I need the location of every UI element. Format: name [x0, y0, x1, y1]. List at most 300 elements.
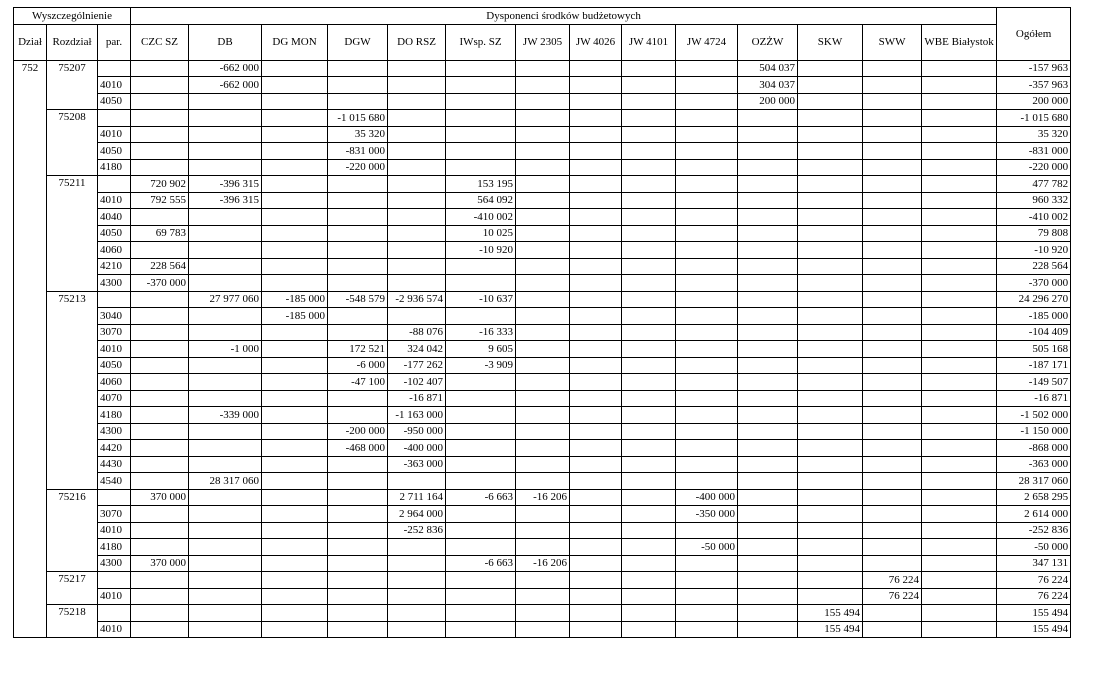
cell-value — [131, 77, 189, 94]
cell-value — [863, 374, 922, 391]
cell-total: 79 808 — [997, 225, 1071, 242]
cell-value — [262, 209, 328, 226]
cell-value — [570, 275, 622, 292]
table-row — [14, 60, 1071, 77]
cell-dzial — [14, 258, 47, 275]
cell-value — [798, 291, 863, 308]
cell-value — [798, 192, 863, 209]
cell-rozdzial — [47, 473, 98, 490]
cell-value — [328, 506, 388, 523]
cell-par — [98, 572, 131, 589]
cell-rozdzial — [47, 242, 98, 259]
cell-value — [131, 324, 189, 341]
cell-value: -350 000 — [676, 506, 738, 523]
cell-value — [863, 60, 922, 77]
table-row — [14, 308, 1071, 325]
cell-value — [922, 572, 997, 589]
cell-value: -88 076 — [388, 324, 446, 341]
cell-value — [262, 110, 328, 127]
cell-value — [189, 390, 262, 407]
cell-value — [446, 258, 516, 275]
cell-value — [738, 209, 798, 226]
cell-dzial — [14, 374, 47, 391]
table-row — [14, 176, 1071, 193]
cell-value — [262, 176, 328, 193]
cell-value — [446, 143, 516, 160]
cell-dzial: 752 — [14, 60, 47, 77]
cell-value: -220 000 — [328, 159, 388, 176]
cell-value — [570, 555, 622, 572]
cell-value — [328, 390, 388, 407]
cell-value — [738, 555, 798, 572]
cell-rozdzial: 75213 — [47, 291, 98, 308]
cell-value — [328, 407, 388, 424]
cell-value — [262, 539, 328, 556]
cell-value — [446, 308, 516, 325]
cell-value — [388, 60, 446, 77]
cell-value — [328, 176, 388, 193]
cell-par: 4180 — [98, 539, 131, 556]
cell-value: 9 605 — [446, 341, 516, 358]
cell-value — [738, 176, 798, 193]
cell-value — [516, 572, 570, 589]
cell-value: 10 025 — [446, 225, 516, 242]
cell-value: -16 333 — [446, 324, 516, 341]
cell-value — [798, 176, 863, 193]
cell-value — [922, 308, 997, 325]
cell-rozdzial — [47, 159, 98, 176]
cell-value: 27 977 060 — [189, 291, 262, 308]
table-row — [14, 209, 1071, 226]
cell-value — [516, 357, 570, 374]
cell-total: 228 564 — [997, 258, 1071, 275]
cell-value — [676, 308, 738, 325]
cell-value — [570, 258, 622, 275]
cell-value: -6 663 — [446, 489, 516, 506]
cell-par: 4010 — [98, 522, 131, 539]
table-row — [14, 143, 1071, 160]
cell-par: 4180 — [98, 159, 131, 176]
budget-table — [13, 7, 1071, 638]
table-row — [14, 407, 1071, 424]
cell-value — [388, 588, 446, 605]
cell-value — [446, 159, 516, 176]
cell-value — [676, 126, 738, 143]
cell-value — [676, 159, 738, 176]
cell-value — [328, 473, 388, 490]
cell-value — [516, 440, 570, 457]
cell-dzial — [14, 93, 47, 110]
cell-value — [516, 324, 570, 341]
table-body — [14, 60, 1071, 638]
cell-dzial — [14, 605, 47, 622]
cell-value: 504 037 — [738, 60, 798, 77]
cell-value: 155 494 — [798, 621, 863, 638]
cell-value: -950 000 — [388, 423, 446, 440]
cell-value — [131, 126, 189, 143]
cell-value: -185 000 — [262, 308, 328, 325]
cell-value — [328, 275, 388, 292]
cell-rozdzial — [47, 423, 98, 440]
cell-value — [516, 291, 570, 308]
cell-value — [262, 522, 328, 539]
cell-value — [189, 572, 262, 589]
cell-value — [676, 143, 738, 160]
cell-value — [516, 143, 570, 160]
header-wyszczegolnienie: Wyszczególnienie — [14, 8, 131, 25]
cell-value — [863, 110, 922, 127]
cell-value — [446, 390, 516, 407]
cell-value — [922, 489, 997, 506]
cell-value — [622, 341, 676, 358]
cell-total: -157 963 — [997, 60, 1071, 77]
cell-value — [388, 539, 446, 556]
cell-value — [446, 456, 516, 473]
table-row — [14, 423, 1071, 440]
cell-value — [570, 605, 622, 622]
cell-value: 200 000 — [738, 93, 798, 110]
cell-value — [446, 473, 516, 490]
cell-par: 4300 — [98, 275, 131, 292]
cell-value — [570, 539, 622, 556]
cell-value — [922, 192, 997, 209]
cell-value — [570, 456, 622, 473]
cell-value — [446, 407, 516, 424]
cell-total: 347 131 — [997, 555, 1071, 572]
cell-total: 28 317 060 — [997, 473, 1071, 490]
cell-value — [446, 423, 516, 440]
table-header — [14, 8, 1071, 61]
cell-value — [189, 110, 262, 127]
cell-value: -831 000 — [328, 143, 388, 160]
cell-value — [131, 588, 189, 605]
cell-value — [798, 143, 863, 160]
table-row — [14, 110, 1071, 127]
cell-value — [262, 60, 328, 77]
cell-dzial — [14, 572, 47, 589]
cell-value — [328, 605, 388, 622]
cell-value: -410 002 — [446, 209, 516, 226]
cell-value — [922, 390, 997, 407]
cell-rozdzial — [47, 192, 98, 209]
cell-value: -47 100 — [328, 374, 388, 391]
table-row — [14, 126, 1071, 143]
cell-par: 4010 — [98, 588, 131, 605]
cell-value — [131, 110, 189, 127]
cell-value — [262, 275, 328, 292]
cell-value — [922, 60, 997, 77]
cell-total: -185 000 — [997, 308, 1071, 325]
cell-value — [388, 126, 446, 143]
cell-value — [676, 473, 738, 490]
cell-value — [328, 308, 388, 325]
cell-value: -548 579 — [328, 291, 388, 308]
cell-value — [922, 374, 997, 391]
header-col-6: JW 2305 — [516, 24, 570, 60]
cell-total: 505 168 — [997, 341, 1071, 358]
cell-value: 2 711 164 — [388, 489, 446, 506]
header-col-9: JW 4724 — [676, 24, 738, 60]
cell-value — [446, 605, 516, 622]
cell-value: 155 494 — [798, 605, 863, 622]
cell-value — [676, 242, 738, 259]
cell-value — [131, 506, 189, 523]
cell-value — [798, 572, 863, 589]
cell-value — [622, 291, 676, 308]
table-row — [14, 225, 1071, 242]
cell-value — [863, 357, 922, 374]
cell-value — [863, 506, 922, 523]
header-col-8: JW 4101 — [622, 24, 676, 60]
cell-value — [516, 258, 570, 275]
cell-value — [189, 506, 262, 523]
cell-value — [622, 539, 676, 556]
cell-par: 4010 — [98, 192, 131, 209]
table-row — [14, 605, 1071, 622]
cell-value — [446, 539, 516, 556]
cell-value — [388, 143, 446, 160]
cell-value — [388, 225, 446, 242]
cell-value: -252 836 — [388, 522, 446, 539]
cell-value — [622, 506, 676, 523]
cell-value — [798, 209, 863, 226]
cell-dzial — [14, 209, 47, 226]
cell-value — [738, 324, 798, 341]
cell-value: -339 000 — [189, 407, 262, 424]
cell-value: 792 555 — [131, 192, 189, 209]
cell-value — [189, 126, 262, 143]
cell-rozdzial — [47, 407, 98, 424]
cell-value — [738, 374, 798, 391]
cell-value — [863, 555, 922, 572]
cell-value — [676, 374, 738, 391]
cell-value — [922, 423, 997, 440]
cell-value — [622, 126, 676, 143]
cell-value — [388, 308, 446, 325]
cell-value — [798, 225, 863, 242]
cell-value — [798, 242, 863, 259]
cell-rozdzial — [47, 126, 98, 143]
cell-value — [922, 440, 997, 457]
cell-value — [189, 588, 262, 605]
cell-value — [738, 506, 798, 523]
cell-value — [738, 522, 798, 539]
cell-value — [863, 456, 922, 473]
cell-value — [922, 143, 997, 160]
cell-value — [262, 159, 328, 176]
cell-value — [922, 93, 997, 110]
cell-value — [738, 126, 798, 143]
cell-value — [622, 93, 676, 110]
cell-value — [922, 407, 997, 424]
cell-par: 3040 — [98, 308, 131, 325]
cell-value — [446, 93, 516, 110]
cell-value — [922, 209, 997, 226]
cell-rozdzial — [47, 440, 98, 457]
cell-dzial — [14, 308, 47, 325]
cell-value — [676, 357, 738, 374]
cell-value — [570, 225, 622, 242]
table-row — [14, 324, 1071, 341]
table-row — [14, 572, 1071, 589]
cell-value — [446, 110, 516, 127]
cell-value — [676, 407, 738, 424]
cell-value — [516, 93, 570, 110]
cell-value — [189, 275, 262, 292]
cell-value — [863, 291, 922, 308]
cell-value — [388, 473, 446, 490]
cell-value — [738, 489, 798, 506]
cell-value — [131, 93, 189, 110]
cell-value — [262, 572, 328, 589]
table-row — [14, 192, 1071, 209]
cell-value — [570, 522, 622, 539]
cell-value: -1 000 — [189, 341, 262, 358]
cell-par: 4010 — [98, 341, 131, 358]
cell-total: -410 002 — [997, 209, 1071, 226]
cell-value — [570, 291, 622, 308]
cell-value — [622, 308, 676, 325]
cell-rozdzial — [47, 93, 98, 110]
cell-value — [189, 423, 262, 440]
cell-value — [131, 60, 189, 77]
cell-dzial — [14, 341, 47, 358]
cell-value — [738, 291, 798, 308]
cell-value — [798, 126, 863, 143]
cell-value — [328, 60, 388, 77]
cell-value: 35 320 — [328, 126, 388, 143]
cell-value — [388, 176, 446, 193]
cell-value — [922, 275, 997, 292]
cell-value — [738, 357, 798, 374]
header-col-11: SKW — [798, 24, 863, 60]
cell-value — [798, 341, 863, 358]
cell-value — [388, 192, 446, 209]
cell-value — [131, 539, 189, 556]
cell-par: 4010 — [98, 621, 131, 638]
cell-value: 76 224 — [863, 588, 922, 605]
cell-value: -400 000 — [388, 440, 446, 457]
cell-value — [738, 341, 798, 358]
cell-value — [922, 258, 997, 275]
cell-value: 228 564 — [131, 258, 189, 275]
cell-dzial — [14, 77, 47, 94]
cell-value — [446, 572, 516, 589]
cell-value — [922, 555, 997, 572]
cell-value — [446, 60, 516, 77]
cell-value — [388, 93, 446, 110]
cell-rozdzial — [47, 258, 98, 275]
cell-value — [863, 159, 922, 176]
cell-value — [738, 159, 798, 176]
cell-value — [570, 77, 622, 94]
cell-value — [622, 143, 676, 160]
cell-value — [676, 192, 738, 209]
cell-value — [676, 555, 738, 572]
cell-value — [622, 522, 676, 539]
cell-dzial — [14, 110, 47, 127]
cell-value — [131, 572, 189, 589]
cell-value — [570, 423, 622, 440]
header-dzial: Dział — [14, 24, 47, 60]
cell-value — [262, 374, 328, 391]
cell-value — [738, 407, 798, 424]
cell-value — [328, 489, 388, 506]
cell-value — [388, 209, 446, 226]
cell-value — [516, 390, 570, 407]
cell-total: 35 320 — [997, 126, 1071, 143]
cell-value — [570, 192, 622, 209]
table-row — [14, 242, 1071, 259]
cell-rozdzial — [47, 209, 98, 226]
cell-par: 4050 — [98, 357, 131, 374]
cell-value — [516, 242, 570, 259]
cell-value — [676, 324, 738, 341]
cell-value — [570, 159, 622, 176]
cell-value — [922, 456, 997, 473]
cell-total: 76 224 — [997, 588, 1071, 605]
cell-rozdzial: 75217 — [47, 572, 98, 589]
table-row — [14, 93, 1071, 110]
cell-value — [922, 621, 997, 638]
cell-value — [798, 440, 863, 457]
cell-value — [622, 390, 676, 407]
cell-par: 3070 — [98, 506, 131, 523]
table-row — [14, 440, 1071, 457]
cell-dzial — [14, 192, 47, 209]
cell-value — [922, 291, 997, 308]
table-row — [14, 159, 1071, 176]
cell-value — [863, 143, 922, 160]
cell-value — [676, 225, 738, 242]
table-row — [14, 456, 1071, 473]
cell-value — [863, 390, 922, 407]
cell-value — [798, 539, 863, 556]
cell-value: -396 315 — [189, 176, 262, 193]
cell-value — [863, 275, 922, 292]
cell-value — [516, 522, 570, 539]
cell-value — [388, 275, 446, 292]
header-col-7: JW 4026 — [570, 24, 622, 60]
cell-value: -10 637 — [446, 291, 516, 308]
table-row — [14, 539, 1071, 556]
cell-value — [676, 456, 738, 473]
cell-value — [131, 390, 189, 407]
cell-value — [622, 159, 676, 176]
cell-value — [189, 225, 262, 242]
cell-value: 28 317 060 — [189, 473, 262, 490]
cell-value: -177 262 — [388, 357, 446, 374]
cell-rozdzial — [47, 506, 98, 523]
cell-value — [131, 242, 189, 259]
cell-value — [262, 341, 328, 358]
cell-value — [922, 473, 997, 490]
cell-value — [570, 489, 622, 506]
table-row — [14, 258, 1071, 275]
cell-value — [738, 225, 798, 242]
cell-value — [131, 374, 189, 391]
cell-rozdzial: 75218 — [47, 605, 98, 622]
cell-value — [570, 93, 622, 110]
cell-rozdzial — [47, 308, 98, 325]
cell-value — [388, 77, 446, 94]
cell-value — [446, 275, 516, 292]
cell-rozdzial — [47, 357, 98, 374]
cell-value: -16 206 — [516, 489, 570, 506]
cell-par — [98, 605, 131, 622]
cell-rozdzial — [47, 588, 98, 605]
cell-total: 76 224 — [997, 572, 1071, 589]
